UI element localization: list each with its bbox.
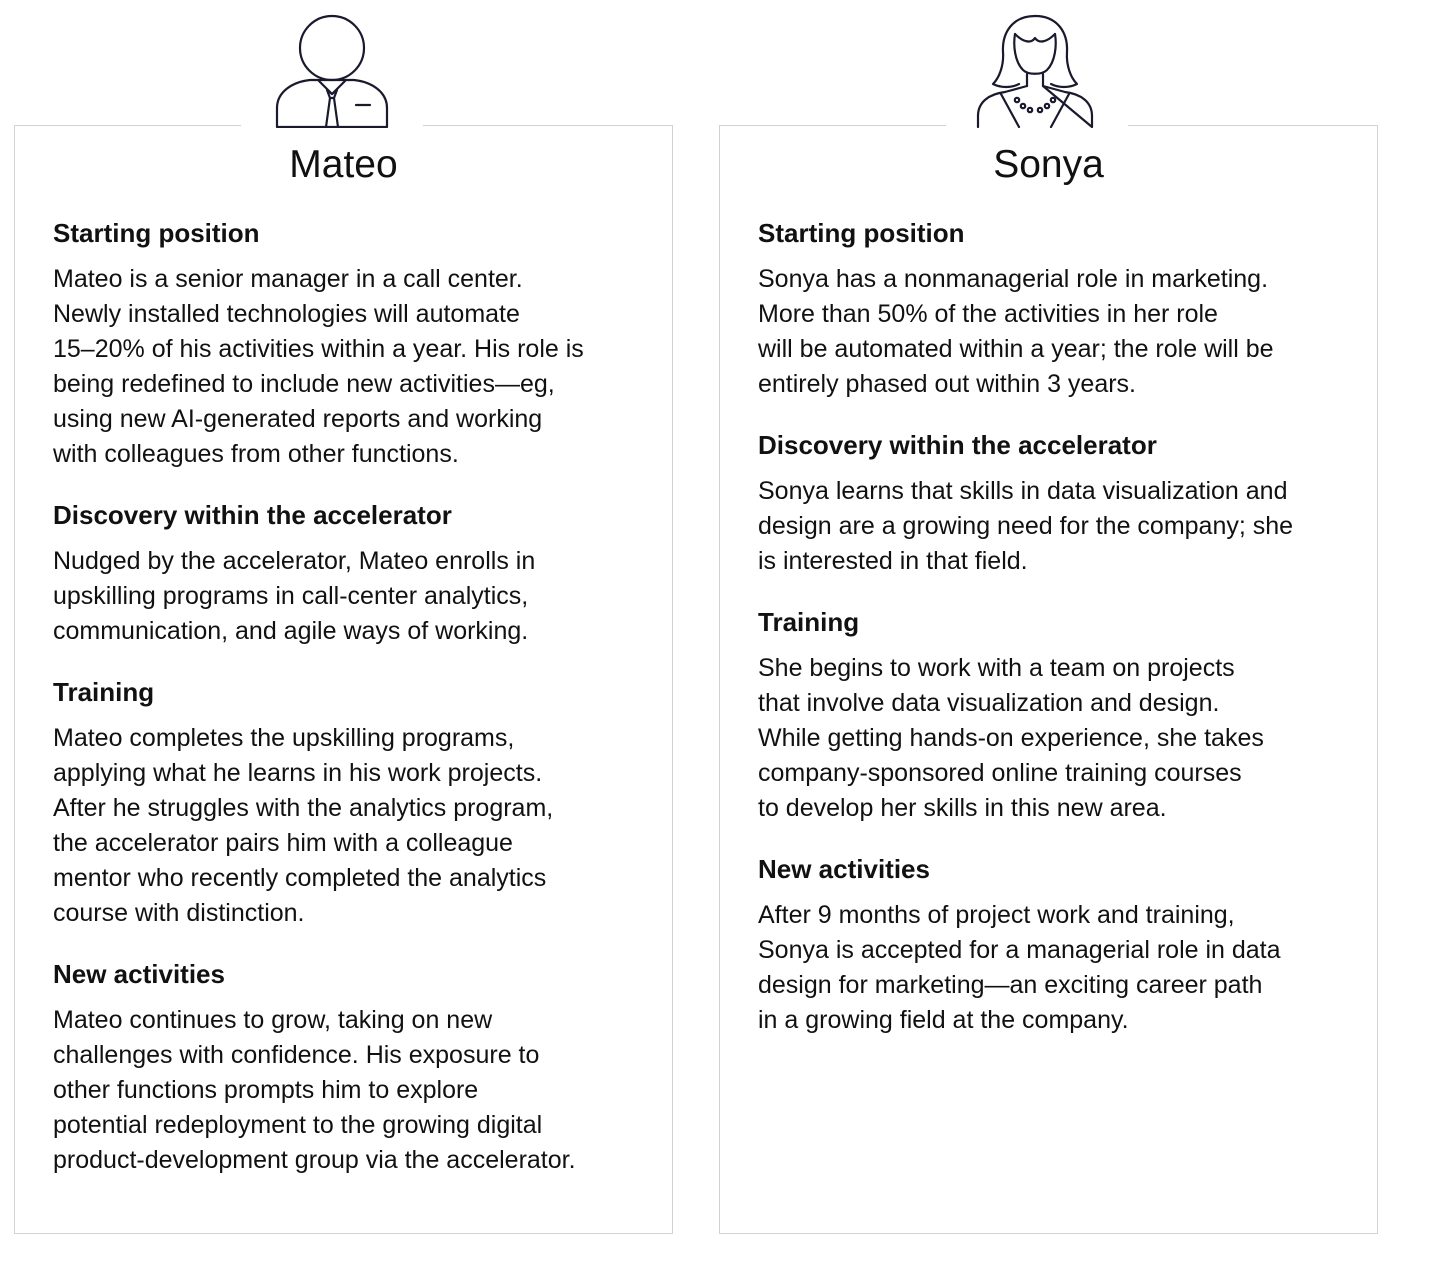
section-heading: New activities xyxy=(53,959,225,989)
section-text: Mateo is a senior manager in a call center. Newly installed technologies will automate 15–20% of his activities within a year. His role is being redefined to include new activities—eg, using new AI-generated reports and working with colleagues from other functions. xyxy=(53,265,584,468)
section-heading: Discovery within the accelerator xyxy=(758,430,1157,460)
section-heading: Starting position xyxy=(758,218,965,248)
man-in-tie-icon xyxy=(272,12,392,128)
persona-card-sonya xyxy=(719,125,1378,1234)
section-heading: Starting position xyxy=(53,218,260,248)
section-text: Mateo completes the upskilling programs, applying what he learns in his work projects. After he struggles with the analytics program, the accelerator pairs him with a colleague mentor who recently completed the analytics course with distinction. xyxy=(53,724,554,927)
persona-card-mateo xyxy=(14,125,673,1234)
section-starting-position xyxy=(53,216,658,472)
section-new-activities xyxy=(758,852,1363,1038)
section-text: Mateo continues to grow, taking on new challenges with confidence. His exposure to other functions prompts him to explore potential redeployment to the growing digital product-development group via the accelerator. xyxy=(53,1006,576,1174)
section-text: Sonya has a nonmanagerial role in marketing. More than 50% of the activities in her role will be automated within a year; the role will be entirely phased out within 3 years. xyxy=(758,265,1274,398)
section-new-activities xyxy=(53,957,658,1178)
section-text: Nudged by the accelerator, Mateo enrolls in upskilling programs in call-center analytics, communication, and agile ways of working. xyxy=(53,547,536,645)
section-heading: Discovery within the accelerator xyxy=(53,500,452,530)
woman-with-necklace-icon xyxy=(975,12,1095,128)
section-discovery xyxy=(758,428,1363,579)
section-heading: Training xyxy=(758,607,860,637)
section-text: After 9 months of project work and training, Sonya is accepted for a managerial role in data design for marketing—an exciting career path in a growing field at the company. xyxy=(758,901,1281,1034)
section-starting-position xyxy=(758,216,1363,402)
persona-name: Mateo xyxy=(289,143,398,186)
section-heading: New activities xyxy=(758,854,930,884)
section-training xyxy=(53,675,658,931)
section-text: She begins to work with a team on projects that involve data visualization and design. While getting hands-on experience, she takes company-sponsored online training courses to develop her skills in this new area. xyxy=(758,654,1264,822)
persona-content xyxy=(758,216,1363,1064)
section-discovery xyxy=(53,498,658,649)
section-heading: Training xyxy=(53,677,155,707)
section-training xyxy=(758,605,1363,826)
persona-content xyxy=(53,216,658,1204)
section-text: Sonya learns that skills in data visualization and design are a growing need for the company; she is interested in that field. xyxy=(758,477,1294,575)
persona-name: Sonya xyxy=(993,143,1104,186)
